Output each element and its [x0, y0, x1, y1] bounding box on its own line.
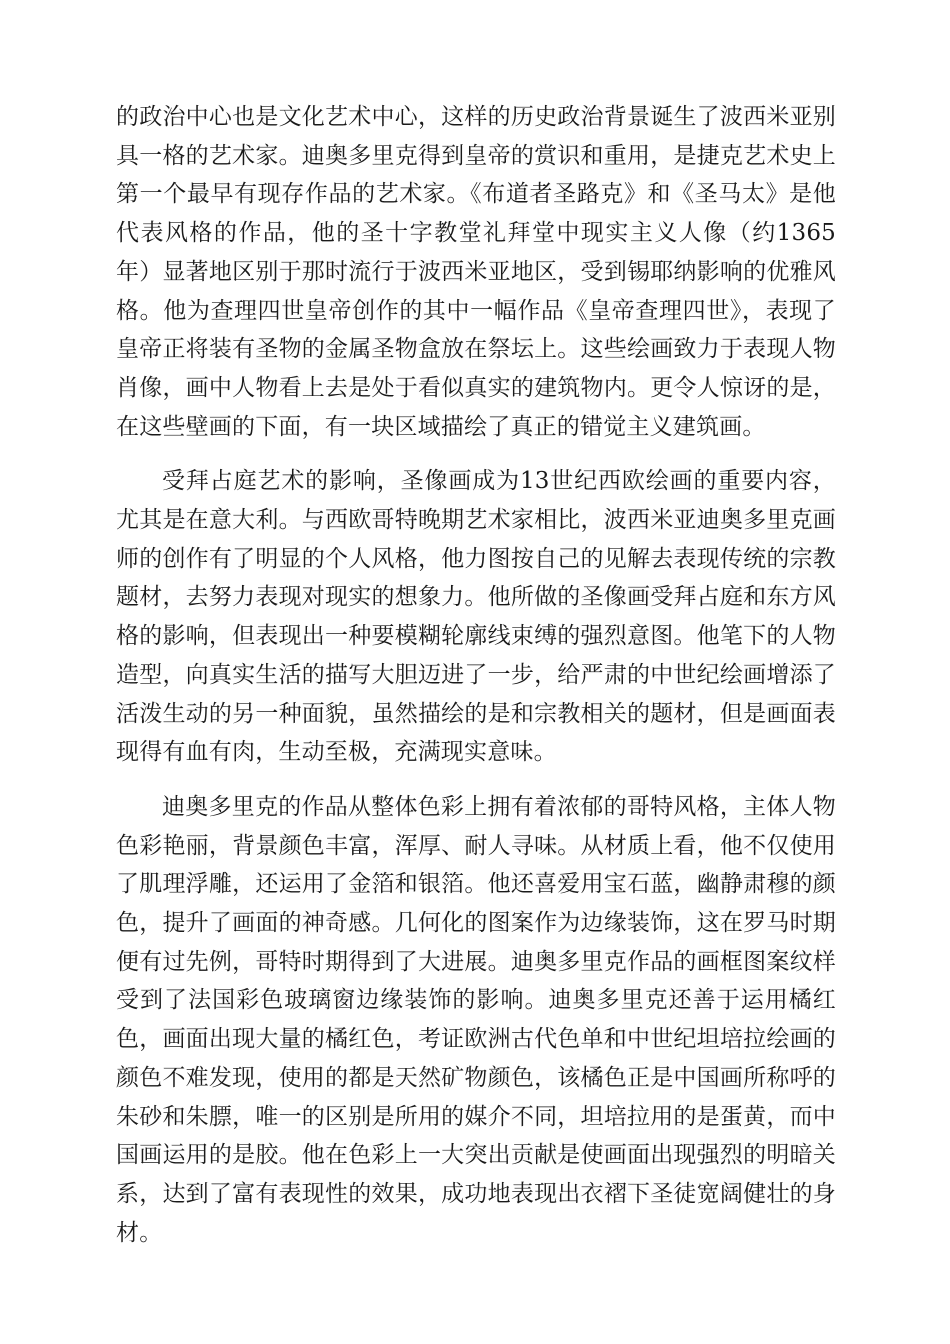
paragraph-2: 受拜占庭艺术的影响，圣像画成为13世纪西欧绘画的重要内容，尤其是在意大利。与西欧哥特晚期艺术家相比，波西米亚迪奥多里克画师的创作有了明显的个人风格，他力图按自己的见解去表现传统的宗教题材，去努力表现对现实的想象力。他所做的圣像画受拜占庭和东方风格的影响，但表现出一种要模糊轮廓线束缚的强烈意图。他笔下的人物造型，向真实生活的描写大胆迈进了一步，给严肃的中世纪绘画增添了活泼生动的另一种面貌，虽然描绘的是和宗教相关的题材，但是画面表现得有血有肉，生动至极，充满现实意味。 [116, 468, 836, 766]
paragraph-3: 迪奥多里克的作品从整体色彩上拥有着浓郁的哥特风格，主体人物色彩艳丽，背景颜色丰富，浑厚、耐人寻味。从材质上看，他不仅使用了肌理浮雕，还运用了金箔和银箔。他还喜爱用宝石蓝，幽静肃穆的颜色，提升了画面的神奇感。几何化的图案作为边缘装饰，这在罗马时期便有过先例，哥特时期得到了大进展。迪奥多里克作品的画框图案纹样受到了法国彩色玻璃窗边缘装饰的影响。迪奥多里克还善于运用橘红色，画面出现大量的橘红色，考证欧洲古代色单和中世纪坦培拉绘画的颜色不难发现，使用的都是天然矿物颜色，该橘色正是中国画所称呼的朱砂和朱膘，唯一的区别是所用的媒介不同，坦培拉用的是蛋黄，而中国画运用的是胶。他在色彩上一大突出贡献是使画面出现强烈的明暗关系，达到了富有表现性的效果，成功地表现出衣褶下圣徒宽阔健壮的身材。 [116, 793, 836, 1246]
paragraph-1: 的政治中心也是文化艺术中心，这样的历史政治背景诞生了波西米亚别具一格的艺术家。迪奥多里克得到皇帝的赏识和重用，是捷克艺术史上第一个最早有现存作品的艺术家。《布道者圣路克》和《圣马太》是他代表风格的作品，他的圣十字教堂礼拜堂中现实主义人像（约1365年）显著地区别于那时流行于波西米亚地区，受到锡耶纳影响的优雅风格。他为查理四世皇帝创作的其中一幅作品《皇帝查理四世》，表现了皇帝正将装有圣物的金属圣物盒放在祭坛上。这些绘画致力于表现人物肖像，画中人物看上去是处于看似真实的建筑物内。更令人惊讶的是，在这些壁画的下面，有一块区域描绘了真正的错觉主义建筑画。 [116, 104, 836, 440]
document-page [116, 98, 836, 1252]
